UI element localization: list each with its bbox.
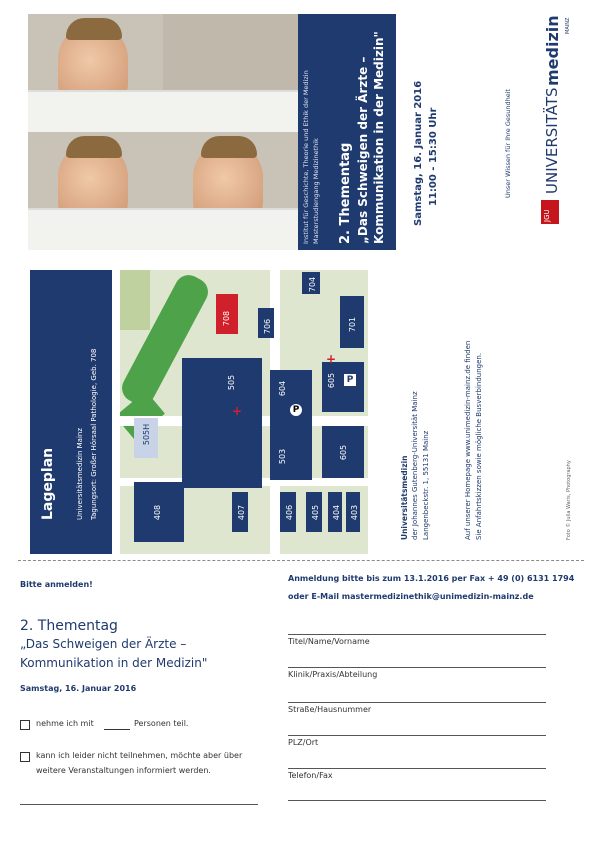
field-line-street[interactable] [288,702,546,703]
option2-line1: kann ich leider nicht teilnehmen, möchte aber über [36,751,243,760]
building-706: 706 [258,308,274,338]
building-407: 407 [232,492,248,532]
field-label-clinic: Klinik/Praxis/Abteilung [288,670,378,679]
campus-map [120,270,368,554]
address-street: Langenbeckstr. 1, 55131 Mainz [422,430,430,540]
option2-line2: weitere Veranstaltungen informiert werden. [36,766,211,775]
cut-line [18,560,584,561]
doctor-image-eyes [28,132,163,250]
doctor-image-mouth [163,132,298,250]
jgu-logo-text: JGU [543,209,551,222]
logo-mainz: MAINZ [565,17,571,34]
doctor-image-top-right [163,14,298,132]
homepage-note-line1: Auf unserer Homepage www.unimedizin-mainz.de finden [464,340,472,540]
lageplan-venue: Tagungsort: Großer Hörsaal Pathologie, Geb. 708 [90,348,98,520]
field-line-clinic[interactable] [288,667,546,668]
attend-checkbox[interactable] [20,720,30,730]
option1-pre: nehme ich mit [36,719,94,728]
building-708: 708 [216,294,238,334]
building-505h: 505H [134,418,158,458]
option1-post: Personen teil. [134,719,189,728]
cover-title-line2: „Das Schweigen der Ärzte – [356,56,370,244]
building-701: 701 [340,296,364,348]
persons-count-field[interactable] [104,729,130,730]
field-label-street: Straße/Hausnummer [288,705,372,714]
cover-title-line3: Kommunikation in der Medizin" [372,31,386,244]
building-704: 704 [302,272,320,294]
hospital-cross-icon-2: + [326,352,337,366]
building-605: 605 [322,362,364,412]
building-505: 505 [182,358,262,488]
field-line-phone[interactable] [288,768,546,769]
decline-checkbox[interactable] [20,752,30,762]
building-405: 405 [306,492,322,532]
field-label-phone: Telefon/Fax [288,771,333,780]
form-date: Samstag, 16. Januar 2016 [20,684,137,693]
cover-date: Samstag, 16. Januar 2016 [413,80,424,226]
building-604: 604 [270,370,312,430]
field-line-extra[interactable] [288,800,546,801]
doctor-photo [28,14,298,250]
address-name: Universitätsmedizin [400,455,409,540]
field-label-city: PLZ/Ort [288,738,319,747]
deadline-line2: oder E-Mail mastermedizinethik@unimedizin-mainz.de [288,592,534,601]
building-404: 404 [328,492,342,532]
lageplan-subtitle: Universitätsmedizin Mainz [76,427,84,520]
form-title-line2: „Das Schweigen der Ärzte – [20,637,187,651]
institute-line2: Masterstudiengang Medizinethik [312,138,320,244]
parking-icon-2: P [344,374,356,386]
homepage-note-line2: Sie Anfahrtskizzen sowie mögliche Busverbindungen. [475,352,483,540]
form-title-line1: 2. Thementag [20,618,118,634]
field-label-name: Titel/Name/Vorname [288,637,370,646]
field-line-name[interactable] [288,634,546,635]
building-403: 403 [346,492,360,532]
cover-time: 11:00 - 15:30 Uhr [428,107,439,206]
deadline-line1: Anmeldung bitte bis zum 13.1.2016 per Fax + 49 (0) 6131 1794 [288,574,575,583]
doctor-image-ears [28,14,163,132]
building-408: 408 [134,482,184,542]
cover-title-line1: 2. Thementag [338,142,353,244]
please-register: Bitte anmelden! [20,580,93,589]
photo-credit: Foto © Julia Waris, Photography [566,460,572,540]
building-503: 503 [270,430,312,480]
building-406: 406 [280,492,296,532]
field-line-city[interactable] [288,735,546,736]
logo-universitaets: UNIVERSITÄTS [543,87,561,194]
slogan: Unser Wissen für Ihre Gesundheit [504,88,512,198]
institute-line1: Institut für Geschichte, Theorie und Ethik der Medizin [302,70,310,244]
lageplan-heading: Lageplan [40,447,56,520]
form-title-line3: Kommunikation in der Medizin" [20,656,208,670]
address-org: der Johannes Gutenberg-Universität Mainz [411,391,419,540]
signature-line[interactable] [20,804,258,805]
logo-medizin: medizin [543,15,562,86]
building-605b: 605 [322,426,364,478]
hospital-cross-icon: + [232,404,243,418]
parking-icon: P [290,404,302,416]
